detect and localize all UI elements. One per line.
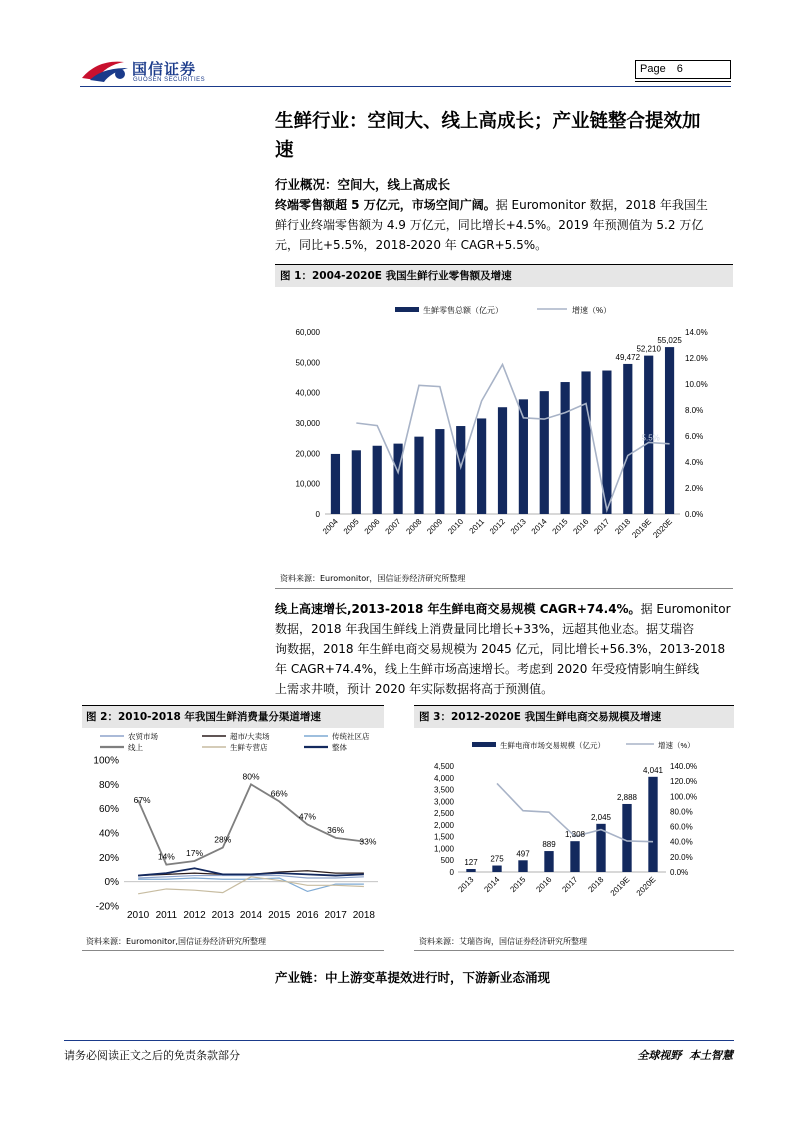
fig2-data-label: 33% (359, 836, 377, 847)
fig2-data-label: 17% (186, 847, 204, 858)
fig1-bar (581, 371, 590, 514)
fig1-left-tick-label: 10,000 (295, 479, 320, 489)
paragraph-online (275, 599, 735, 699)
fig3-bar-data-label: 1,308 (564, 830, 586, 840)
fig3-bar (492, 866, 501, 872)
fig2-x-tick-label: 2018 (352, 910, 376, 921)
paragraph-online-line5: 上需求井喷，预计 2020 年实际数据将高于预测值。 (275, 682, 554, 696)
subhead-industry-chain: 产业链：中上游变革提效进行时，下游新业态涌现 (275, 970, 551, 985)
fig2-y-tick-label: 20% (98, 852, 119, 864)
fig2-x-tick-label: 2011 (155, 910, 178, 921)
fig2-legend-label: 整体 (332, 743, 347, 752)
fig3-right-tick-label: 100.0% (670, 792, 698, 802)
fig2-x-tick-label: 2017 (324, 910, 347, 921)
fig1-x-tick-label: 2008 (404, 517, 424, 536)
fig3-left-tick-label: 2,500 (433, 809, 454, 819)
section-title (275, 107, 735, 165)
fig3-left-tick-label: 2,000 (433, 820, 454, 830)
fig1-bar (373, 446, 382, 514)
fig3-bar (622, 804, 631, 872)
paragraph-retail-lead: 终端零售额超 5 万亿元，市场空间广阔。 (275, 198, 496, 212)
fig1-x-tick-label: 2018 (613, 517, 633, 536)
fig1-x-tick-label: 2017 (592, 517, 612, 536)
paragraph-online-line4: 年 CAGR+74.4%，线上生鲜市场高速增长。考虑到 2020 年受疫情影响生鲜线 (275, 662, 700, 676)
fig3-bar-data-label: 275 (490, 854, 504, 864)
fig2-y-tick-label: 100% (93, 755, 119, 767)
fig3-left-tick-label: 4,000 (433, 773, 454, 783)
fig1-bar (665, 347, 674, 514)
fig1-x-tick-label: 2013 (508, 517, 528, 536)
fig1-bar (331, 454, 340, 514)
page-box-underline (635, 81, 731, 82)
fig3-right-tick-label: 20.0% (670, 852, 693, 862)
page-number: 6 (676, 63, 683, 75)
fig2-y-tick-label: 0% (104, 877, 119, 889)
fig2-y-tick-label: 80% (98, 779, 119, 791)
fig3-legend-bar-label: 生鲜电商市场交易规模（亿元） (500, 741, 605, 750)
fig2-data-label: 67% (133, 795, 151, 806)
fig1-bar-data-label: 49,472 (615, 352, 641, 362)
fig2-legend-label: 生鲜专营店 (230, 743, 268, 752)
fig3-bar-data-label: 4,041 (642, 765, 664, 775)
fig3-bar (544, 851, 553, 872)
fig1-right-tick-label: 6.0% (685, 432, 704, 441)
fig3-x-tick-label: 2013 (456, 875, 476, 894)
fig1-x-tick-label: 2005 (341, 517, 361, 536)
fig1-x-tick-label: 2012 (487, 517, 507, 536)
paragraph-online-line2: 数据，2018 年我国生鲜线上消费量同比增长+33%，远超其他业态。据艾瑞咨 (275, 622, 695, 636)
fig3-bar (466, 869, 475, 872)
paragraph-online-line1: 据 Euromonitor (640, 602, 731, 616)
footer-disclaimer: 请务必阅读正文之后的免责条款部分 (64, 1049, 240, 1062)
fig1-left-tick-label: 20,000 (295, 449, 320, 459)
fig1-bar (435, 429, 444, 514)
fig1-x-tick-label: 2006 (362, 517, 382, 536)
paragraph-retail (275, 195, 735, 255)
fig1-bar (414, 437, 423, 514)
fig1-x-tick-label: 2016 (571, 517, 591, 536)
logo-text-en: GUOSEN SECURITIES (133, 77, 206, 83)
fig2-y-tick-label: -20% (95, 901, 119, 913)
fig1-left-tick-label: 0 (315, 510, 320, 519)
fig2-legend-label: 传统社区店 (332, 732, 370, 741)
fig3-source: 资料来源：艾瑞咨询，国信证券经济研究所整理 (419, 937, 587, 946)
fig2-data-label: 80% (242, 771, 260, 782)
header-rule (80, 86, 731, 87)
fig2-x-tick-label: 2010 (126, 910, 150, 921)
fig2-legend-label: 线上 (128, 743, 143, 752)
fig3-left-tick-label: 3,500 (433, 785, 454, 795)
fig2-title: 图 2：2010-2018 年我国生鲜消费量分渠道增速 (86, 711, 321, 723)
fig2-source: 资料来源：Euromonitor,国信证券经济研究所整理 (86, 937, 266, 946)
fig1-chart (275, 290, 733, 570)
section-title-line1: 生鲜行业：空间大、线上高成长；产业链整合提效加 (275, 111, 701, 132)
fig1-left-tick-label: 30,000 (295, 419, 320, 428)
page-label: Page (640, 63, 666, 75)
fig3-chart (414, 730, 734, 930)
fig3-left-tick-label: 3,000 (433, 797, 454, 807)
fig3-x-tick-label: 2017 (560, 875, 580, 894)
fig3-x-tick-label: 2018 (586, 875, 606, 894)
fig2-y-tick-label: 40% (98, 828, 119, 840)
fig3-bar-data-label: 497 (516, 849, 530, 859)
fig2-x-tick-label: 2013 (211, 910, 234, 921)
fig1-x-tick-label: 2011 (467, 517, 487, 536)
fig2-data-label: 36% (327, 824, 345, 835)
fig1-left-tick-label: 50,000 (295, 358, 320, 368)
fig2-x-tick-label: 2014 (239, 910, 263, 921)
logo-text-cn: 国信证券 (132, 60, 197, 78)
fig1-growth-data-label: 5.5% (641, 433, 660, 443)
fig3-x-tick-label: 2014 (482, 875, 502, 894)
fig3-legend-line-label: 增速（%） (658, 741, 695, 750)
fig2-bottom-rule (82, 950, 384, 951)
fig1-bar (540, 391, 549, 514)
fig3-x-tick-label: 2015 (508, 875, 528, 894)
paragraph-retail-line2: 鲜行业终端零售额为 4.9 万亿元，同比增长+4.5%。2019 年预测值为 5.2 万亿 (275, 218, 704, 232)
fig1-right-tick-label: 14.0% (685, 328, 708, 337)
fig2-x-tick-label: 2015 (268, 910, 291, 921)
fig3-x-tick-label: 2019E (608, 875, 632, 898)
fig3-left-tick-label: 1,000 (433, 844, 454, 854)
fig1-bar (477, 418, 486, 514)
paragraph-retail-line1: 据 Euromonitor 数据，2018 年我国生 (495, 198, 708, 212)
fig1-source: 资料来源：Euromonitor，国信证券经济研究所整理 (280, 574, 466, 583)
fig1-x-tick-label: 2019E (630, 517, 654, 540)
fig3-title: 图 3：2012-2020E 我国生鲜电商交易规模及增速 (419, 711, 662, 723)
fig3-right-tick-label: 60.0% (670, 822, 693, 832)
fig1-left-tick-label: 60,000 (295, 328, 320, 337)
fig1-right-tick-label: 8.0% (685, 406, 704, 415)
paragraph-online-line3: 询数据，2018 年生鲜电商交易规模为 2045 亿元，同比增长+56.3%，2013-2018 (275, 642, 726, 656)
fig1-legend-bar-label: 生鲜零售总额（亿元） (423, 306, 503, 315)
fig3-right-tick-label: 80.0% (670, 807, 693, 817)
fig1-x-tick-label: 2014 (529, 517, 549, 536)
section-title-line2: 速 (275, 140, 294, 161)
fig2-chart (82, 730, 384, 930)
fig1-x-tick-label: 2007 (383, 517, 403, 536)
fig1-bar (352, 450, 361, 514)
fig2-data-label: 66% (270, 788, 288, 799)
header (0, 0, 793, 90)
fig1-bar (623, 364, 632, 514)
fig2-data-label: 28% (214, 834, 232, 845)
fig1-legend-line-label: 增速（%） (572, 306, 612, 315)
fig1-bar (498, 407, 507, 514)
fig2-data-label: 14% (157, 851, 175, 862)
fig1-x-tick-label: 2004 (320, 517, 340, 536)
fig2-data-label: 47% (298, 811, 316, 822)
fig1-right-tick-label: 4.0% (685, 458, 704, 467)
fig3-left-tick-label: 1,500 (433, 832, 454, 842)
fig1-left-tick-label: 40,000 (295, 388, 320, 398)
fig1-right-tick-label: 12.0% (685, 354, 708, 363)
subhead-overview: 行业概况：空间大，线上高成长 (275, 177, 451, 192)
fig2-legend-label: 农贸市场 (128, 732, 158, 741)
paragraph-retail-line3: 元，同比+5.5%，2018-2020 年 CAGR+5.5%。 (275, 238, 548, 252)
fig3-left-tick-label: 0 (449, 868, 454, 877)
fig3-bar-data-label: 2,045 (590, 812, 612, 822)
fig3-right-tick-label: 120.0% (670, 777, 698, 787)
fig3-bottom-rule (414, 950, 734, 951)
fig1-title: 图 1：2004-2020E 我国生鲜行业零售额及增速 (280, 270, 512, 282)
fig3-right-tick-label: 0.0% (670, 868, 689, 877)
fig1-bottom-rule (275, 588, 733, 589)
fig2-legend-label: 超市/大卖场 (230, 732, 270, 741)
fig1-bar (393, 444, 402, 514)
fig3-right-tick-label: 40.0% (670, 837, 693, 847)
fig1-x-tick-label: 2009 (425, 517, 445, 536)
fig1-right-tick-label: 10.0% (685, 380, 708, 389)
fig2-y-tick-label: 60% (98, 804, 119, 816)
fig3-bar-data-label: 2,888 (616, 792, 638, 802)
fig1-x-tick-label: 2010 (446, 517, 466, 536)
page-number-box (635, 60, 731, 79)
fig3-bar (648, 777, 657, 872)
fig3-bar (518, 860, 527, 872)
fig1-bar (456, 426, 465, 514)
fig3-x-tick-label: 2020E (634, 875, 658, 898)
fig3-right-tick-label: 140.0% (670, 762, 698, 771)
fig3-bar-data-label: 127 (464, 858, 478, 868)
footer-slogan: 全球视野 本土智慧 (637, 1049, 733, 1062)
fig1-legend-bar-swatch (395, 307, 419, 312)
fig1-bar-data-label: 52,210 (636, 344, 661, 354)
fig1-x-tick-label: 2020E (651, 517, 674, 540)
fig1-bar-data-label: 55,025 (657, 336, 682, 346)
fig3-x-tick-label: 2016 (534, 875, 554, 894)
fig3-bar-data-label: 889 (542, 840, 556, 850)
footer-rule (64, 1040, 734, 1041)
fig2-x-tick-label: 2012 (183, 910, 206, 921)
fig1-growth-line (356, 365, 669, 511)
fig1-right-tick-label: 0.0% (685, 510, 704, 519)
fig1-right-tick-label: 2.0% (685, 484, 704, 493)
fig3-legend-bar-swatch (472, 742, 496, 747)
fig2-x-tick-label: 2016 (296, 910, 319, 921)
fig3-bar (570, 841, 579, 872)
paragraph-online-lead: 线上高速增长,2013-2018 年生鲜电商交易规模 CAGR+74.4%。 (275, 602, 641, 616)
fig1-x-tick-label: 2015 (550, 517, 570, 536)
fig1-bar (561, 382, 570, 514)
fig3-left-tick-label: 4,500 (433, 762, 454, 771)
fig3-left-tick-label: 500 (440, 856, 454, 866)
guosen-logo-icon (80, 56, 132, 84)
